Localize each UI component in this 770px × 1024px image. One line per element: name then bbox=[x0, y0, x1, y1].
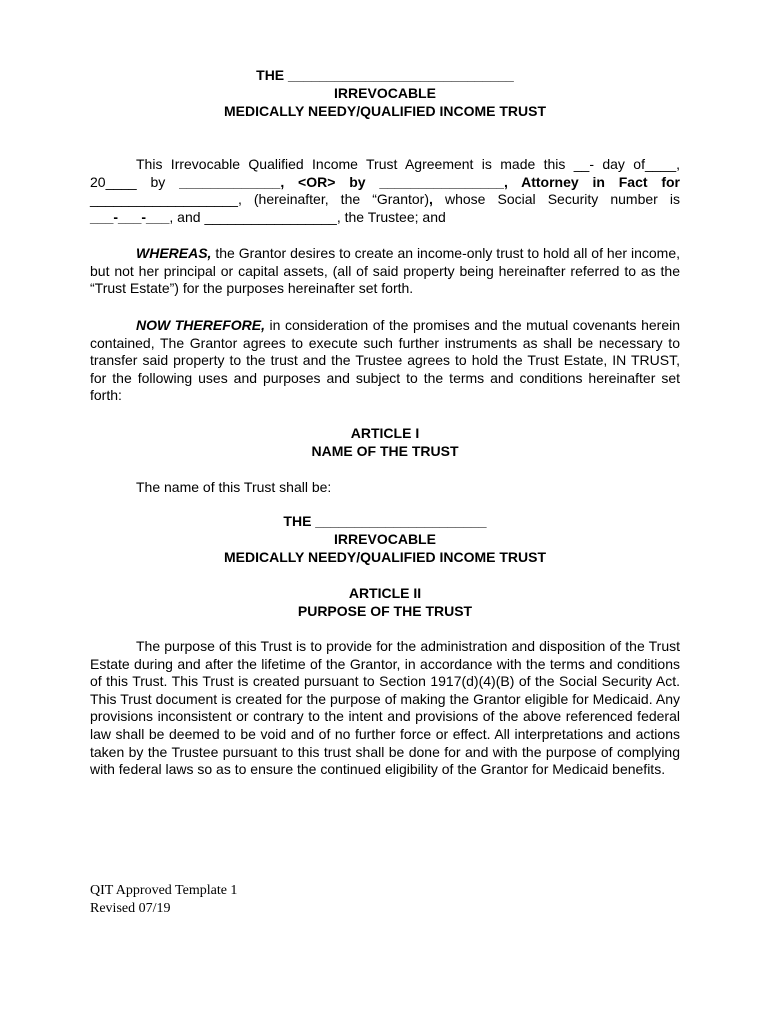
title-the: THE bbox=[256, 67, 285, 83]
article-2-paragraph: The purpose of this Trust is to provide for the administration and disposition of the Trust Estate during and after the lifetime of the Grantor, in accordance with the terms and conditions of this Trust. This Trust is created pursuant to Section 1917(d)(4)(B) of the Social Security Act. This Trust document is created for the purpose of making the Grantor eligible for Medicaid. Any provisions inconsistent or contrary to the intent and provisions of the above referenced federal law shall be deemed to be void and of no further force or effect. All interpretations and actions taken by the Trustee pursuant to this trust shall be done for and with the purpose of complying with federal laws so as to ensure the continued eligibility of the Grantor for Medicaid benefits. bbox=[90, 638, 680, 778]
trust-name-blank: ______________________ bbox=[315, 513, 487, 529]
intro-line-3: ___________________, (hereinafter, the “Grantor), whose Social Security number is bbox=[90, 191, 680, 208]
page-footer bbox=[90, 882, 237, 918]
intro-line-4: ___-___-___, and _________________, the Trustee; and bbox=[90, 208, 446, 225]
whereas-paragraph: WHEREAS, the Grantor desires to create an income-only trust to hold all of her income, but not her principal or capital assets, (all of said property being hereinafter referred to as the “Trust Estate”) for the purposes hereinafter set forth. bbox=[90, 245, 680, 297]
article-1-subheading: NAME OF THE TRUST bbox=[311, 443, 459, 459]
trust-name-line-3: MEDICALLY NEEDY/QUALIFIED INCOME TRUST bbox=[223, 549, 547, 565]
footer-template: QIT Approved Template 1 bbox=[90, 883, 238, 898]
title-line-1 bbox=[0, 66, 770, 84]
footer-revised: Revised 07/19 bbox=[90, 901, 171, 916]
article-2-subheading: PURPOSE OF THE TRUST bbox=[297, 603, 473, 619]
now-therefore-paragraph: NOW THEREFORE, in consideration of the promises and the mutual covenants herein contained, The Grantor agrees to execute such further instruments as shall be necessary to transfer said property to the trust and the Trustee agrees to hold the Trust Estate, IN TRUST, for the following uses and purposes and subject to the terms and conditions hereinafter set forth: bbox=[90, 317, 680, 404]
article-1-text: The name of this Trust shall be: bbox=[136, 479, 332, 495]
intro-line-2: 20____ by _____________, <OR> by ________________, Attorney in Fact for bbox=[90, 173, 680, 190]
trust-name-line-2: IRREVOCABLE bbox=[334, 531, 436, 547]
trust-name-line-1 bbox=[0, 512, 770, 530]
trust-name-the: THE bbox=[283, 513, 312, 529]
title-line-2: IRREVOCABLE bbox=[334, 85, 436, 101]
article-1-heading: ARTICLE I bbox=[350, 425, 420, 441]
intro-paragraph bbox=[90, 156, 680, 226]
article-2-heading: ARTICLE II bbox=[348, 585, 422, 601]
title-blank: _____________________________ bbox=[288, 67, 514, 83]
title-line-3: MEDICALLY NEEDY/QUALIFIED INCOME TRUST bbox=[223, 103, 547, 119]
intro-line-1: This Irrevocable Qualified Income Trust Agreement is made this __- day of____, bbox=[136, 156, 680, 172]
